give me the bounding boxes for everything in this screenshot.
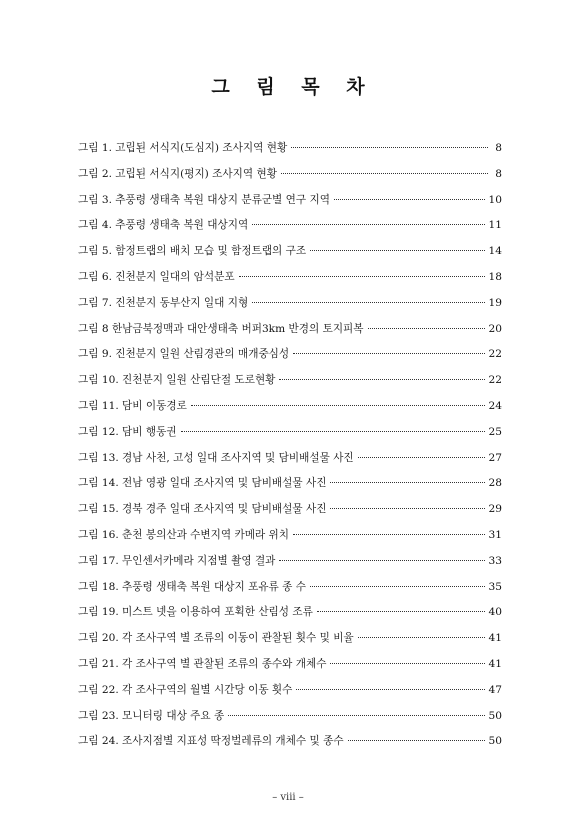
toc-entry[interactable] [78, 140, 502, 166]
toc-entry-label: 그림 10. 진천분지 일원 산림단절 도로현황 [78, 374, 276, 387]
toc-entry[interactable] [78, 579, 502, 605]
toc-entry-label: 그림 1. 고립된 서식지(도심지) 조사지역 현황 [78, 142, 288, 154]
toc-entry-page: 41 [488, 657, 502, 670]
toc-entry-label: 그림 2. 고립된 서식지(평지) 조사지역 현황 [78, 167, 277, 180]
toc-entry[interactable] [78, 708, 502, 734]
toc-entry-page: 20 [488, 322, 502, 335]
toc-entry[interactable] [78, 166, 502, 192]
toc-entry[interactable] [78, 733, 502, 759]
dot-leader [358, 457, 485, 458]
toc-entry-label: 그림 4. 추풍령 생태축 복원 대상지역 [78, 219, 249, 232]
dot-leader [228, 715, 484, 716]
dot-leader [317, 611, 485, 612]
dot-leader [348, 740, 485, 741]
toc-entry-label: 그림 9. 진천분지 일원 산림경관의 매개중심성 [78, 348, 290, 361]
toc-entry[interactable] [78, 450, 502, 476]
toc-entry[interactable] [78, 192, 502, 218]
toc-entry-label: 그림 3. 추풍령 생태축 복원 대상지 분류군별 연구 지역 [78, 193, 330, 206]
dot-leader [330, 482, 484, 483]
toc-entry-label: 그림 7. 진천분지 동부산지 일대 지형 [78, 296, 249, 309]
dot-leader [330, 508, 484, 509]
dot-leader [296, 689, 484, 690]
toc-entry-page: 28 [488, 477, 502, 490]
toc-entry-label: 그림 13. 경남 사천, 고성 일대 조사지역 및 담비배설물 사진 [78, 451, 354, 464]
dot-leader [291, 147, 488, 148]
dot-leader [252, 302, 484, 303]
toc-entry[interactable] [78, 269, 502, 295]
toc-entry-page: 19 [488, 296, 502, 309]
toc-entry-label: 그림 12. 담비 행동권 [78, 425, 177, 438]
toc-entry-label: 그림 5. 함정트랩의 배치 모습 및 함정트랩의 구조 [78, 245, 307, 258]
dot-leader [310, 586, 485, 587]
toc-entry-page: 24 [488, 399, 502, 412]
toc-entry-label: 그림 23. 모니터링 대상 주요 종 [78, 709, 225, 722]
dot-leader [310, 250, 484, 251]
toc-entry-page: 40 [488, 606, 502, 619]
toc-entry[interactable] [78, 295, 502, 321]
toc-entry[interactable] [78, 527, 502, 553]
toc-entry[interactable] [78, 604, 502, 630]
dot-leader [330, 663, 484, 664]
toc-entry[interactable] [78, 424, 502, 450]
toc-entry[interactable] [78, 656, 502, 682]
toc-entry[interactable] [78, 346, 502, 372]
toc-entry-page: 22 [488, 374, 502, 387]
toc-entry-label: 그림 6. 진천분지 일대의 암석분포 [78, 270, 235, 283]
toc-entry-label: 그림 22. 각 조사구역의 월별 시간당 이동 횟수 [78, 683, 293, 696]
toc-entry-page: 8 [495, 167, 502, 180]
toc-entry-label: 그림 15. 경북 경주 일대 조사지역 및 담비배설물 사진 [78, 503, 327, 516]
toc-entry-page: 25 [488, 425, 502, 438]
toc-entry-label: 그림 19. 미스트 넷을 이용하여 포획한 산림성 조류 [78, 606, 313, 619]
toc-entry-label: 그림 14. 전남 영광 일대 조사지역 및 담비배설물 사진 [78, 477, 327, 490]
toc-entry-page: 14 [488, 245, 502, 258]
toc-entry-label: 그림 21. 각 조사구역 별 관찰된 조류의 종수와 개체수 [78, 657, 327, 670]
toc-entry[interactable] [78, 372, 502, 398]
toc-entry[interactable] [78, 475, 502, 501]
dot-leader [293, 534, 484, 535]
toc-entry-page: 41 [488, 632, 502, 645]
toc-entry[interactable] [78, 682, 502, 708]
toc-entry-page: 29 [488, 503, 502, 516]
toc-entry[interactable] [78, 398, 502, 424]
toc-entry-label: 그림 16. 춘천 봉의산과 수변지역 카메라 위치 [78, 528, 290, 541]
toc-entry-label: 그림 17. 무인센서카메라 지점별 촬영 결과 [78, 554, 276, 567]
toc-entry[interactable] [78, 217, 502, 243]
toc-entry[interactable] [78, 553, 502, 579]
toc-entry[interactable] [78, 321, 502, 347]
figure-list [78, 140, 502, 759]
toc-entry-label: 그림 11. 담비 이동경로 [78, 399, 187, 412]
toc-entry-page: 47 [488, 683, 502, 696]
toc-entry-page: 35 [488, 580, 502, 593]
dot-leader [281, 173, 488, 174]
toc-entry[interactable] [78, 243, 502, 269]
toc-entry-label: 그림 8 한남금북정맥과 대안생태축 버퍼3km 반경의 토지피복 [78, 322, 364, 335]
toc-entry-page: 31 [488, 528, 502, 541]
dot-leader [191, 405, 485, 406]
dot-leader [334, 199, 485, 200]
toc-entry[interactable] [78, 501, 502, 527]
page-title: 그 림 목 차 [211, 76, 375, 98]
toc-entry-page: 27 [488, 451, 502, 464]
toc-entry-page: 8 [495, 142, 502, 154]
toc-entry[interactable] [78, 630, 502, 656]
dot-leader [252, 224, 484, 225]
dot-leader [279, 560, 484, 561]
toc-entry-page: 50 [488, 709, 502, 722]
toc-entry-page: 11 [488, 219, 502, 232]
toc-entry-page: 10 [488, 193, 502, 206]
dot-leader [358, 637, 485, 638]
dot-leader [279, 379, 484, 380]
toc-entry-label: 그림 24. 조사지점별 지표성 딱정벌레류의 개체수 및 종수 [78, 735, 344, 748]
toc-entry-page: 50 [488, 735, 502, 748]
toc-entry-page: 22 [488, 348, 502, 361]
dot-leader [239, 276, 485, 277]
dot-leader [368, 328, 485, 329]
toc-entry-page: 33 [488, 554, 502, 567]
dot-leader [293, 353, 484, 354]
toc-entry-page: 18 [488, 270, 502, 283]
toc-entry-label: 그림 20. 각 조사구역 별 조류의 이동이 관찰된 횟수 및 비율 [78, 632, 354, 645]
page-number-footer: – viii – [272, 792, 304, 803]
dot-leader [181, 431, 485, 432]
toc-entry-label: 그림 18. 추풍령 생태축 복원 대상지 포유류 종 수 [78, 580, 306, 593]
